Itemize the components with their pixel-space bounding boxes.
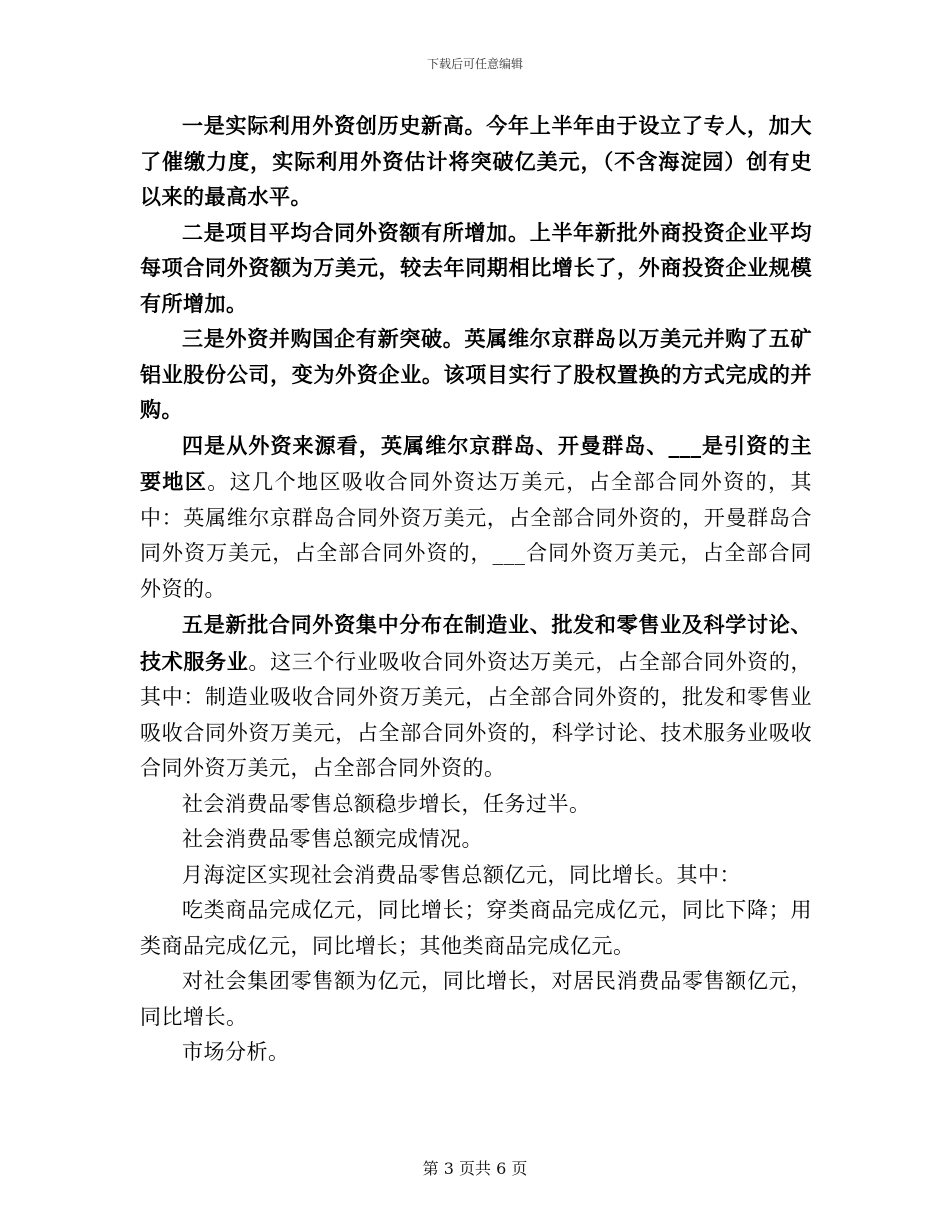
paragraph-5 — [140, 607, 812, 787]
paragraph-1: 一是实际利用外资创历史新高。今年上半年由于设立了专人，加大了催缴力度，实际利用外资估计将突破亿美元，（不含海淀园）创有史以来的最高水平。 — [140, 113, 812, 209]
paragraph-11: 市场分析。 — [182, 1040, 290, 1064]
paragraph-8: 月海淀区实现社会消费品零售总额亿元，同比增长。其中： — [182, 862, 741, 887]
paragraph-3: 三是外资并购国企有新突破。英属维尔京群岛以万美元并购了五矿铝业股份公司，变为外资企业。该项目实行了股权置换的方式完成的并购。 — [140, 326, 812, 422]
paragraph-6: 社会消费品零售总额稳步增长，任务过半。 — [182, 791, 591, 816]
paragraph-5-lead: 五是新批合同外资集中分布在制造业、批发和零售业及科学讨论、技术服务业 — [140, 612, 812, 674]
paragraph-2: 二是项目平均合同外资额有所增加。上半年新批外商投资企业平均每项合同外资额为万美元，较去年同期相比增长了，外商投资企业规模有所增加。 — [140, 219, 812, 316]
document-body — [140, 108, 812, 1071]
page-footer: 第 3 页共 6 页 — [422, 1159, 528, 1178]
page-header: 下载后可任意编辑 — [426, 57, 523, 71]
paragraph-4-body: 。这几个地区吸收合同外资达万美元，占全部合同外资的，其中：英属维尔京群岛合同外资万美元，占全部合同外资的，开曼群岛合同外资万美元，占全部合同外资的，___合同外资万美元，占全部合同外资的。 — [140, 470, 813, 601]
paragraph-9: 吃类商品完成亿元，同比增长；穿类商品完成亿元，同比下降；用类商品完成亿元，同比增长；其他类商品完成亿元。 — [140, 898, 812, 958]
paragraph-7: 社会消费品零售总额完成情况。 — [182, 827, 483, 851]
paragraph-4-lead: 四是从外资来源看，英属维尔京群岛、开曼群岛、___是引资的主要地区 — [140, 432, 812, 494]
paragraph-5-body: 。这三个行业吸收合同外资达万美元，占全部合同外资的，其中：制造业吸收合同外资万美元，占全部合同外资的，批发和零售业吸收合同外资万美元，占全部合同外资的，科学讨论、技术服务业吸收合同外资万美元，占全部合同外资的。 — [140, 649, 813, 780]
paragraph-10: 对社会集团零售额为亿元，同比增长，对居民消费品零售额亿元，同比增长。 — [140, 969, 812, 1029]
paragraph-4 — [140, 428, 812, 608]
